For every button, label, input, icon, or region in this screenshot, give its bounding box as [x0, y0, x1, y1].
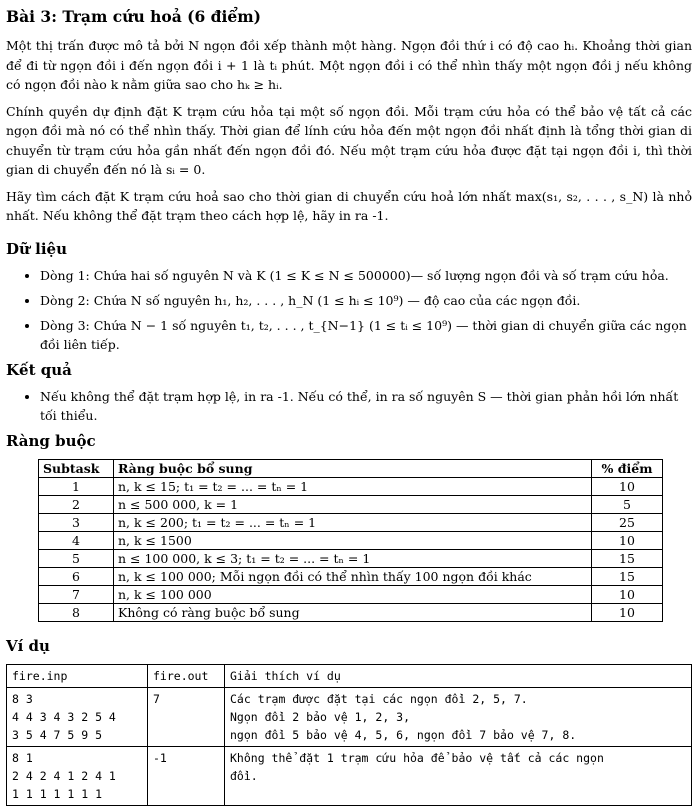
example-explanation [225, 687, 692, 746]
example-output: -1 [148, 746, 225, 805]
constraint-cell: n, k ≤ 100 000; Mỗi ngọn đồi có thể nhìn thấy 100 ngọn đồi khác [114, 567, 592, 585]
input-line: 8 1 [12, 750, 33, 765]
constraint-cell: Không có ràng buộc bổ sung [114, 603, 592, 621]
output-list [6, 387, 692, 425]
col-constraint: Ràng buộc bổ sung [114, 459, 592, 477]
constraint-cell: n, k ≤ 1500 [114, 531, 592, 549]
table-row [39, 567, 663, 585]
table-header-row [39, 459, 663, 477]
subtask-cell: 2 [39, 495, 114, 513]
subtask-cell: 1 [39, 477, 114, 495]
constraint-cell: n, k ≤ 200; t₁ = t₂ = ... = tₙ = 1 [114, 513, 592, 531]
table-row [39, 477, 663, 495]
explanation-line: Ngọn đồi 2 bảo vệ 1, 2, 3, [230, 709, 411, 724]
constraint-cell: n ≤ 100 000, k ≤ 3; t₁ = t₂ = ... = tₙ = 1 [114, 549, 592, 567]
intro-paragraph-2: Chính quyền dự định đặt K trạm cứu hỏa tại một số ngọn đồi. Mỗi trạm cứu hỏa có thể bảo vệ tất cả các ngọn đồi mà nó có thể nhìn thấy. Thời gian để lính cứu hỏa đến một ngọn đồi nhất định là tổng thời gian di chuyển từ trạm cứu hỏa gần nhất đến ngọn đồi đó. Nếu một trạm cứu hỏa được đặt tại ngọn đồi i, thì thời gian di chuyển đến nó là sᵢ = 0. [6, 103, 692, 177]
explanation-line: Các trạm được đặt tại các ngọn đồi 2, 5, 7. [230, 691, 528, 706]
explanation-line: ngọn đồi 5 bảo vệ 4, 5, 6, ngọn đồi 7 bảo vệ 7, 8. [230, 727, 577, 742]
input-item: • Dòng 3: Chứa N − 1 số nguyên t₁, t₂, . . . , t_{N−1} (1 ≤ tᵢ ≤ 10⁹) — thời gian di chuyển giữa các ngọn đồi liên tiếp. [40, 316, 692, 354]
points-cell: 15 [592, 549, 663, 567]
points-cell: 10 [592, 477, 663, 495]
points-cell: 5 [592, 495, 663, 513]
input-line: 3 5 4 7 5 9 5 [12, 727, 103, 742]
input-list [6, 266, 692, 354]
points-cell: 25 [592, 513, 663, 531]
problem-statement [6, 0, 692, 806]
points-cell: 10 [592, 585, 663, 603]
table-row [39, 603, 663, 621]
constraint-cell: n ≤ 500 000, k = 1 [114, 495, 592, 513]
col-subtask: Subtask [39, 459, 114, 477]
problem-title: Bài 3: Trạm cứu hoả (6 điểm) [6, 7, 262, 26]
table-row [39, 585, 663, 603]
input-heading: Dữ liệu [6, 239, 67, 258]
constraints-heading: Ràng buộc [6, 431, 96, 450]
table-row [39, 495, 663, 513]
input-item: • Dòng 1: Chứa hai số nguyên N và K (1 ≤ K ≤ N ≤ 500000)— số lượng ngọn đồi và số trạm cứu hỏa. [40, 266, 692, 285]
examples-table [6, 664, 692, 806]
example-output: 7 [148, 687, 225, 746]
example-input [7, 746, 148, 805]
intro-paragraph-1: Một thị trấn được mô tả bởi N ngọn đồi xếp thành một hàng. Ngọn đồi thứ i có độ cao hᵢ. Khoảng thời gian để đi từ ngọn đồi i đến ngọn đồi i + 1 là tᵢ phút. Một ngọn đồi i có thể nhìn thấy một ngọn đồi j nếu không có ngọn đồi nào k nằm giữa sao cho hₖ ≥ hᵢ. [6, 38, 692, 92]
table-row [39, 531, 663, 549]
example-row [7, 746, 692, 805]
subtask-cell: 3 [39, 513, 114, 531]
col-input-file: fire.inp [7, 664, 148, 687]
subtask-cell: 6 [39, 567, 114, 585]
input-line: 8 3 [12, 691, 33, 706]
points-cell: 10 [592, 603, 663, 621]
examples-body [7, 687, 692, 805]
col-output-file: fire.out [148, 664, 225, 687]
input-line: 1 1 1 1 1 1 1 [12, 786, 103, 801]
constraints-body [39, 477, 663, 621]
explanation-line: Không thể đặt 1 trạm cứu hỏa để bảo vệ tất cả các ngọn [230, 750, 604, 765]
input-line: 4 4 3 4 3 2 5 4 [12, 709, 116, 724]
output-heading: Kết quả [6, 360, 72, 379]
explanation-line: đồi. [230, 768, 258, 783]
example-explanation [225, 746, 692, 805]
table-header-row [7, 664, 692, 687]
subtask-cell: 5 [39, 549, 114, 567]
example-row [7, 687, 692, 746]
subtask-cell: 4 [39, 531, 114, 549]
points-cell: 10 [592, 531, 663, 549]
subtask-cell: 8 [39, 603, 114, 621]
input-line: 2 4 2 4 1 2 4 1 [12, 768, 116, 783]
col-explanation: Giải thích ví dụ [225, 664, 692, 687]
input-item: • Dòng 2: Chứa N số nguyên h₁, h₂, . . . , h_N (1 ≤ hᵢ ≤ 10⁹) — độ cao của các ngọn đồi. [40, 291, 692, 310]
col-points: % điểm [592, 459, 663, 477]
table-row [39, 513, 663, 531]
output-item: • Nếu không thể đặt trạm hợp lệ, in ra -1. Nếu có thể, in ra số nguyên S — thời gian phản hồi lớn nhất tối thiểu. [40, 387, 692, 425]
constraint-cell: n, k ≤ 15; t₁ = t₂ = ... = tₙ = 1 [114, 477, 592, 495]
constraints-table [38, 459, 663, 622]
examples-heading: Ví dụ [6, 636, 50, 655]
table-row [39, 549, 663, 567]
example-input [7, 687, 148, 746]
points-cell: 15 [592, 567, 663, 585]
constraint-cell: n, k ≤ 100 000 [114, 585, 592, 603]
subtask-cell: 7 [39, 585, 114, 603]
intro-paragraph-3: Hãy tìm cách đặt K trạm cứu hoả sao cho thời gian di chuyển cứu hoả lớn nhất max(s₁, s₂, . . . , s_N) là nhỏ nhất. Nếu không thể đặt trạm theo cách hợp lệ, hãy in ra -1. [6, 188, 692, 223]
